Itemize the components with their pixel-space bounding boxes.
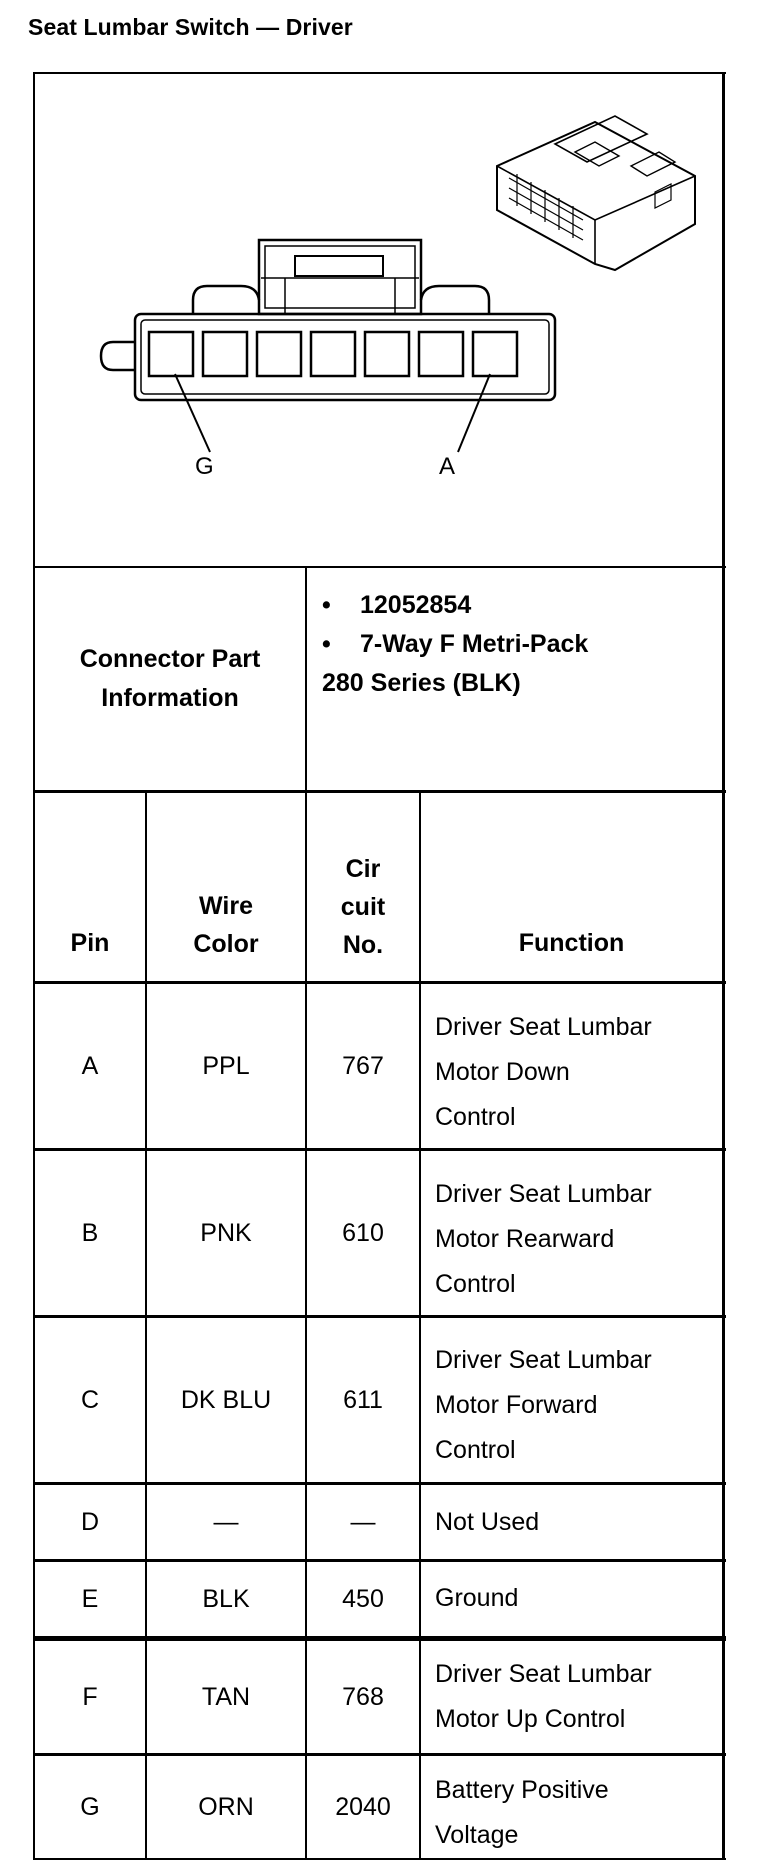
function-line: Driver Seat Lumbar <box>435 1346 652 1374</box>
table-row-e-pin: E <box>81 1585 99 1613</box>
table-row-e-circuit: 450 <box>342 1585 384 1613</box>
frame-bottom-border <box>33 1858 726 1860</box>
table-row-a-circuit: 767 <box>342 1052 384 1080</box>
info-divider <box>33 790 726 793</box>
function-line: Driver Seat Lumbar <box>435 1180 652 1208</box>
pin-label-a: A <box>439 453 456 480</box>
table-row-e-wire: BLK <box>202 1585 250 1613</box>
function-line: Voltage <box>435 1821 519 1849</box>
table-row-d-wire: — <box>213 1508 239 1536</box>
function-line: Motor Up Control <box>435 1705 626 1733</box>
header-wire-color-line1: Wire <box>199 892 253 920</box>
description-item <box>322 625 712 664</box>
connector-info-label-line1: Connector Part <box>79 645 261 673</box>
header-circuit-line1: Cir <box>345 855 381 883</box>
connector-info-label <box>35 568 305 790</box>
connector-info-label-line2: Information <box>101 684 239 712</box>
table-row-f-function <box>435 1652 652 1742</box>
function-line: Motor Down <box>435 1058 570 1086</box>
description-line2: 280 Series (BLK) <box>322 669 521 697</box>
connector-diagram <box>35 74 722 566</box>
table-row-b-wire: PNK <box>200 1219 252 1247</box>
table-row-f-wire: TAN <box>201 1683 251 1711</box>
connector-face-view <box>101 240 555 452</box>
table-row-g-pin: G <box>80 1793 100 1821</box>
bullet-icon: • <box>322 630 331 658</box>
header-wire-color <box>147 880 305 970</box>
table-row-e-function <box>435 1576 518 1621</box>
function-line: Not Used <box>435 1508 540 1536</box>
table-row-c-function <box>435 1338 652 1473</box>
bullet-icon: • <box>322 591 331 619</box>
table-row-d-pin: D <box>80 1508 100 1536</box>
table-row-b-circuit: 610 <box>342 1219 384 1247</box>
table-row-c-circuit: 611 <box>343 1386 383 1414</box>
table-row-f-pin: F <box>82 1683 98 1711</box>
table-row-g-function <box>435 1768 609 1858</box>
function-line: Control <box>435 1103 516 1131</box>
description-line1: 7-Way F Metri-Pack <box>360 630 589 658</box>
table-row-c-wire: DK BLU <box>180 1386 272 1414</box>
header-pin: Pin <box>70 929 110 957</box>
table-row-c-pin: C <box>80 1386 100 1414</box>
table-row-g-wire: ORN <box>198 1793 254 1821</box>
header-function: Function <box>518 929 625 957</box>
function-line: Control <box>435 1436 516 1464</box>
function-line: Ground <box>435 1584 519 1612</box>
part-number-item <box>322 586 712 625</box>
header-wire-color-line2: Color <box>193 930 259 958</box>
page-title: Seat Lumbar Switch — Driver <box>28 14 353 40</box>
header-circuit-line3: No. <box>342 931 384 959</box>
header-circuit-line2: cuit <box>340 893 386 921</box>
connector-isometric-view <box>497 116 695 270</box>
table-row-a-wire: PPL <box>202 1052 250 1080</box>
connector-info-details <box>322 586 712 703</box>
connector-illustration <box>35 74 722 566</box>
function-line: Control <box>435 1270 516 1298</box>
part-number: 12052854 <box>360 591 472 619</box>
function-line: Driver Seat Lumbar <box>435 1013 652 1041</box>
function-line: Battery Positive <box>435 1776 609 1804</box>
table-row-b-function <box>435 1172 652 1307</box>
frame-right-border <box>722 72 725 1860</box>
table-row-f-circuit: 768 <box>342 1683 384 1711</box>
info-column-divider <box>305 568 307 792</box>
table-row-g-circuit: 2040 <box>335 1793 391 1821</box>
table-row-a-pin: A <box>81 1052 99 1080</box>
pin-label-g: G <box>195 453 214 480</box>
table-row-d-function <box>435 1500 539 1545</box>
table-row-b-pin: B <box>81 1219 99 1247</box>
function-line: Driver Seat Lumbar <box>435 1660 652 1688</box>
table-row-d-circuit: — <box>350 1508 376 1536</box>
function-line: Motor Forward <box>435 1391 598 1419</box>
header-circuit-no <box>307 844 419 970</box>
table-row-a-function <box>435 1005 652 1140</box>
function-line: Motor Rearward <box>435 1225 615 1253</box>
